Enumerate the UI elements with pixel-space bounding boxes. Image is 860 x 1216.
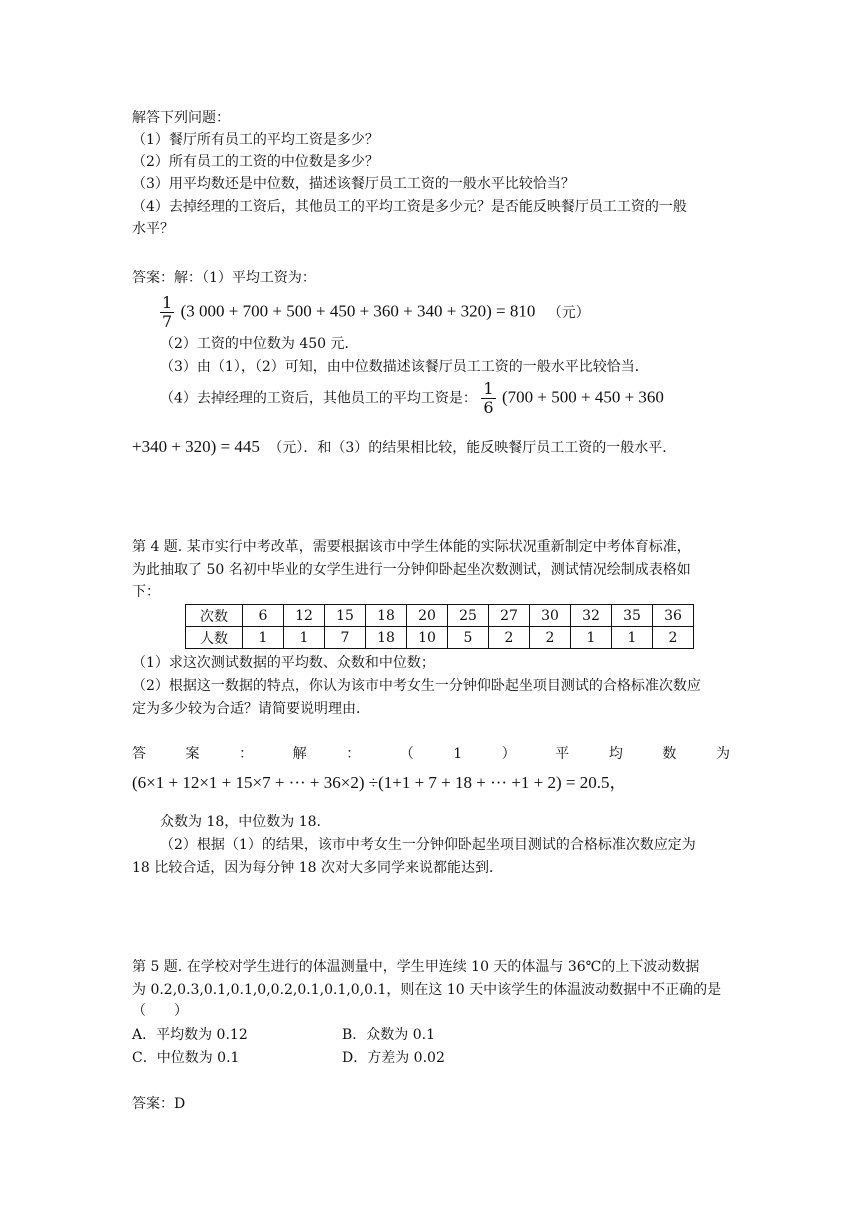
formula-expression: +340 + 320) = 445 (132, 437, 260, 456)
table-cell: 10 (407, 627, 448, 649)
q5-option-b: B．众数为 0.1 (342, 1027, 436, 1043)
table-cell: 30 (530, 605, 571, 627)
table-cell: 25 (448, 605, 489, 627)
q3-sub-1: （1）餐厅所有员工的平均工资是多少？ (132, 132, 379, 148)
table-cell: 36 (653, 605, 694, 627)
q4-answer-formula: (6×1 + 12×1 + 15×7 + ··· + 36×2) ÷(1+1 + 7 + 18 + ··· +1 + 2) = 20.5， (132, 773, 627, 792)
q5-answer: 答案：D (132, 1096, 186, 1112)
answer-4-text: （4）去掉经理的工资后，其他员工的平均工资是： (160, 390, 477, 407)
q3-answer-4 (160, 380, 664, 417)
table-cell: 7 (325, 627, 366, 649)
q5-option-c: C．中位数为 0.1 (132, 1050, 240, 1066)
spread-char: （ (399, 746, 414, 762)
fraction-numerator: 1 (483, 379, 494, 398)
table-cell: 1 (571, 627, 612, 649)
q4-line-2: 为此抽取了 50 名初中毕业的女学生进行一分钟仰卧起坐次数测试，测试情况绘制成表格如 (132, 562, 691, 578)
spread-char: 均 (608, 746, 623, 762)
q5-line-2: 为 0.2,0.3,0.1,0.1,0,0.2,0.1,0.1,0,0.1，则在这 10 天中该学生的体温波动数据中不正确的是 (132, 982, 722, 998)
spread-char: 数 (662, 746, 677, 762)
spread-char: 平 (555, 746, 570, 762)
spread-char: ： (346, 746, 361, 762)
q4-line-1: 第 4 题. 某市实行中考改革，需要根据该市中学生体能的实际状况重新制定中考体育标准， (132, 539, 691, 555)
spread-char: 解 (292, 746, 307, 762)
q4-answer-2-line-2: 18 比较合适，因为每分钟 18 次对大多同学来说都能达到． (132, 860, 503, 876)
q3-answer-lead: 答案：解：（1）平均工资为： (132, 270, 316, 286)
q5-option-a: A．平均数为 0.12 (132, 1027, 248, 1043)
table-cell: 2 (489, 627, 530, 649)
table-row (186, 627, 694, 649)
fraction-denominator: 7 (162, 312, 173, 331)
fraction-one-seventh (160, 294, 174, 331)
q3-sub-3: （3）用平均数还是中位数，描述该餐厅员工工资的一般水平比较恰当？ (132, 176, 575, 192)
fraction-denominator: 6 (483, 398, 494, 417)
q3-answer-4-cont (132, 437, 676, 458)
formula-expression: (700 + 500 + 450 + 360 (502, 387, 664, 407)
formula-unit: （元） (547, 304, 590, 321)
q4-answer-mode-median: 众数为 18，中位数为 18． (160, 814, 331, 830)
table-cell: 27 (489, 605, 530, 627)
q3-sub-4-cont: 水平？ (132, 221, 174, 237)
spread-char: 为 (715, 746, 730, 762)
q4-line-3: 下： (132, 584, 160, 600)
table-cell: 35 (612, 605, 653, 627)
table-header-cell: 人数 (186, 627, 243, 649)
table-cell: 20 (407, 605, 448, 627)
table-cell: 15 (325, 605, 366, 627)
table-header-cell: 次数 (186, 605, 243, 627)
q3-prompt: 解答下列问题： (132, 110, 230, 126)
q5-line-1: 第 5 题. 在学校对学生进行的体温测量中，学生甲连续 10 天的体温与 36℃的上下波动数据 (132, 959, 700, 975)
table-cell: 12 (284, 605, 325, 627)
table-cell: 1 (284, 627, 325, 649)
table-cell: 1 (243, 627, 284, 649)
q4-sub-2: （2）根据这一数据的特点，你认为该市中考女生一分钟仰卧起坐项目测试的合格标准次数应 (132, 678, 701, 694)
table-cell: 18 (366, 627, 407, 649)
q3-answer-formula-1 (160, 294, 590, 331)
formula-expression: (3 000 + 700 + 500 + 450 + 360 + 340 + 320) = 810 (180, 301, 536, 321)
q4-sub-3: 定为多少较为合适？请简要说明理由． (132, 701, 370, 717)
table-cell: 32 (571, 605, 612, 627)
table-cell: 5 (448, 627, 489, 649)
q4-answer-2-line-1: （2）根据（1）的结果，该市中考女生一分钟仰卧起坐项目测试的合格标准次数应定为 (160, 837, 696, 853)
table-cell: 2 (653, 627, 694, 649)
spread-char: 案 (185, 746, 200, 762)
q5-option-d: D．方差为 0.02 (342, 1050, 445, 1066)
fraction-numerator: 1 (162, 293, 173, 312)
q4-sub-1: （1）求这次测试数据的平均数、众数和中位数； (132, 655, 435, 671)
q5-line-3: （ ） (132, 1003, 188, 1019)
table-cell: 1 (612, 627, 653, 649)
q4-answer-lead (132, 744, 730, 764)
spread-char: ） (501, 746, 516, 762)
spread-char: 1 (453, 746, 463, 762)
q3-sub-2: （2）所有员工的工资的中位数是多少？ (132, 154, 379, 170)
q3-answer-2: （2）工资的中位数为 450 元． (160, 336, 359, 352)
fraction-one-sixth (481, 380, 495, 417)
spread-char: ： (239, 746, 254, 762)
q3-answer-3: （3）由（1），（2）可知，由中位数描述该餐厅员工工资的一般水平比较恰当． (160, 359, 649, 375)
table-row (186, 605, 694, 627)
table-cell: 2 (530, 627, 571, 649)
q3-sub-4: （4）去掉经理的工资后，其他员工的平均工资是多少元？是否能反映餐厅员工工资的一般 (132, 199, 687, 215)
table-cell: 18 (366, 605, 407, 627)
situp-data-table (185, 604, 694, 649)
table-cell: 6 (243, 605, 284, 627)
spread-char: 答 (132, 746, 146, 762)
answer-4-conclusion: （元）．和（3）的结果相比较，能反映餐厅员工工资的一般水平． (268, 440, 677, 456)
